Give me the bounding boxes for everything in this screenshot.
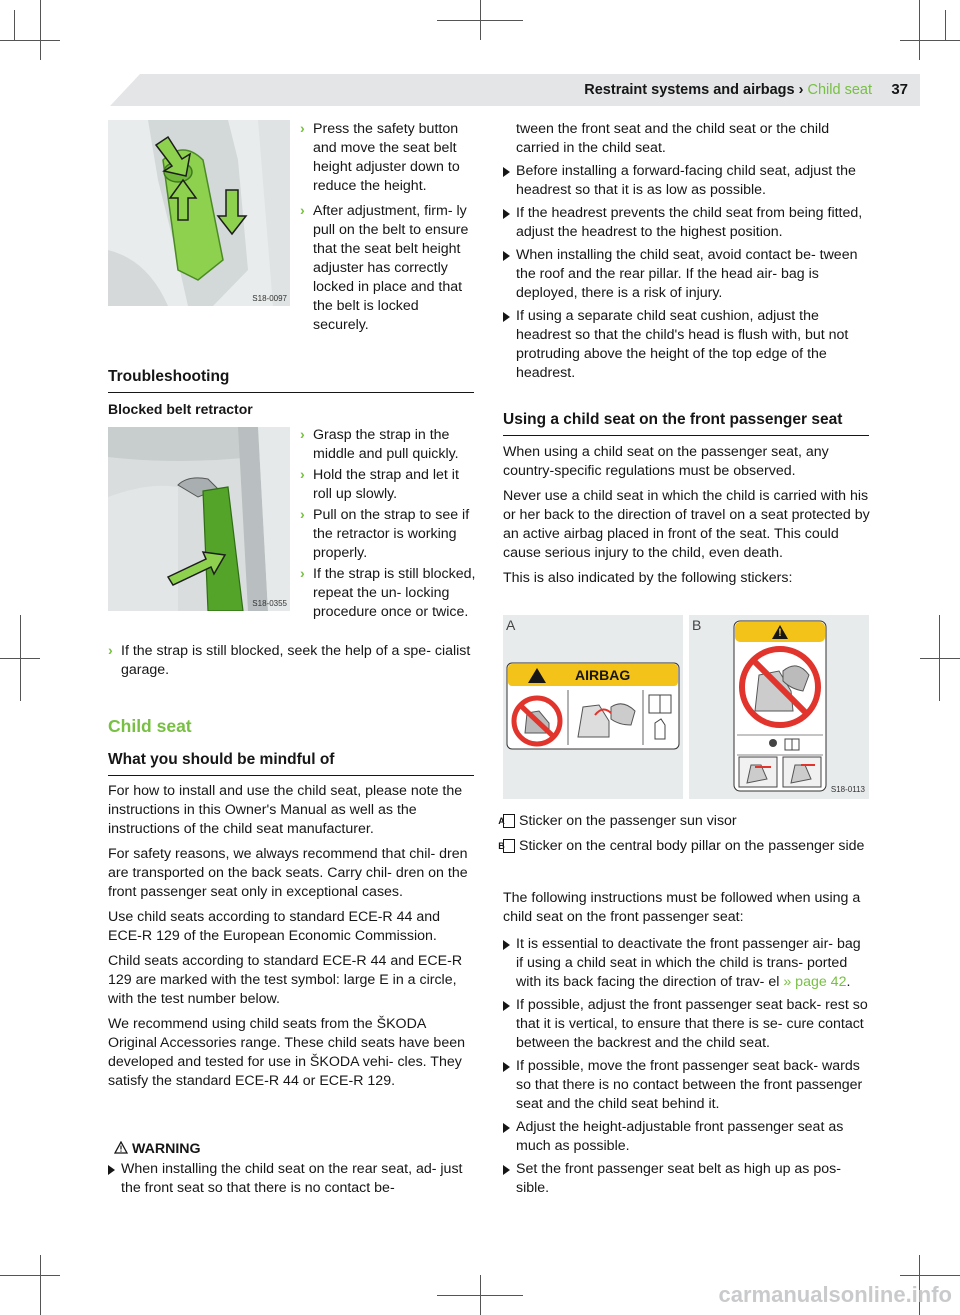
triangle-bullet-icon <box>503 1165 510 1175</box>
paragraph: Use child seats according to standard ECE-R 44 and ECE-R 129 of the European Economic Commission. <box>108 909 441 944</box>
list-item: › Press the safety button and move the seat belt height adjuster down to reduce the height. <box>300 121 460 194</box>
list-item: Adjust the height-adjustable front passenger seat as much as possible. <box>503 1118 871 1156</box>
paragraph: tween the front seat and the child seat or the child carried in the child seat. <box>516 121 830 156</box>
list-item: When installing the child seat on the rear seat, ad- just the front seat so that there is no contact be- <box>108 1160 476 1198</box>
triangle-bullet-icon <box>503 209 510 219</box>
warning-triangle-icon <box>114 1141 128 1154</box>
paragraph: Child seats according to standard ECE-R 44 and ECE-R 129 are marked with the test symbol: large E in a circle, with the test number below. <box>108 953 463 1007</box>
retractor-illustration <box>108 427 290 611</box>
list-item: If using a separate child seat cushion, adjust the headrest so that the child's head is flush with, but not protruding above the height of the top edge of the headrest. <box>503 307 871 383</box>
mindful-heading: What you should be mindful of <box>108 749 474 776</box>
paragraph: When using a child seat on the passenger seat, any country-specific regulations must be observed. <box>503 444 829 479</box>
child-seat-paragraphs <box>108 782 476 1097</box>
triangle-bullet-icon <box>503 1123 510 1133</box>
list-item: › After adjustment, firm- ly pull on the belt to ensure that the seat belt height adjuster has correctly locked in place and that the belt is locked securely. <box>300 203 469 333</box>
list-item: › Hold the strap and let it roll up slowly. <box>300 467 459 502</box>
sticker-b-illustration <box>689 615 869 799</box>
blocked-steps <box>300 426 478 624</box>
belt-retractor-figure <box>108 427 290 611</box>
list-item: › If the strap is still blocked, repeat the un- locking procedure once or twice. <box>300 566 476 620</box>
caption-a: A Sticker on the passenger sun visor <box>498 813 737 829</box>
warning-heading: WARNING <box>114 1140 201 1159</box>
sticker-b-label: B <box>692 617 702 633</box>
figure-code: S18-0097 <box>252 294 287 303</box>
chevron-icon: › <box>108 643 113 659</box>
list-item: Set the front passenger seat belt as high up as pos- sible. <box>503 1160 871 1198</box>
letter-b-badge: B <box>503 839 515 853</box>
list-item: If possible, move the front passenger seat back- wards so that there is no contact between the front passenger seat and the child seat behind it. <box>503 1057 871 1114</box>
page-link[interactable]: » page 42 <box>783 974 847 990</box>
chevron-icon: › <box>300 427 305 443</box>
blocked-final-step <box>108 642 476 686</box>
caption-b: B Sticker on the central body pillar on the passenger side <box>498 838 865 854</box>
list-item: › Pull on the strap to see if the retractor is working properly. <box>300 507 470 561</box>
list-item: Before installing a forward-facing child seat, adjust the headrest so that it is as low as possible. <box>503 162 871 200</box>
breadcrumb-current[interactable]: Child seat <box>807 82 872 98</box>
paragraph: For safety reasons, we always recommend that chil- dren are transported on the back seats. Carry chil- dren on the front passenger seat only in exceptional cases. <box>108 846 468 900</box>
adjust-steps <box>300 120 478 341</box>
following-intro: The following instructions must be followed when using a child seat on the front passenger seat: <box>503 890 861 925</box>
troubleshooting-heading: Troubleshooting <box>108 366 474 393</box>
breadcrumb <box>584 80 872 100</box>
instructions-list <box>503 935 871 1202</box>
paragraph: This is also indicated by the following stickers: <box>503 570 793 586</box>
warning-mark: ! <box>778 627 782 639</box>
blocked-retractor-heading: Blocked belt retractor <box>108 401 253 417</box>
paragraph: Never use a child seat in which the child is carried with his or her back to the direction of travel on a seat protected by an active airbag placed in front of the seat. This could cause serious injury to the child, even death. <box>503 488 870 561</box>
front-passenger-paragraphs <box>503 443 871 594</box>
airbag-sticker-text: AIRBAG <box>575 667 631 683</box>
paragraph: For how to install and use the child seat, please note the instructions in this Owner's Manual as well as the instructions of the child seat manufacturer. <box>108 783 463 837</box>
chevron-icon: › <box>300 566 305 582</box>
watermark: carmanualsonline.info <box>718 1282 952 1307</box>
breadcrumb-section[interactable]: Restraint systems and airbags <box>584 82 795 98</box>
chevron-icon: › <box>300 121 305 137</box>
chevron-icon: › <box>300 507 305 523</box>
chevron-icon: › <box>300 203 305 219</box>
figure-code: S18-0355 <box>252 599 287 608</box>
triangle-bullet-icon <box>503 251 510 261</box>
child-seat-heading: Child seat <box>108 716 192 736</box>
list-item: If the headrest prevents the child seat from being fitted, adjust the headrest to the highest position. <box>503 204 871 242</box>
figure-captions <box>498 812 871 862</box>
triangle-bullet-icon <box>503 1001 510 1011</box>
paragraph: We recommend using child seats from the ŠKODA Original Accessories range. These child seats have been developed and tested for use in ŠKODA vehi- cles. They satisfy the standard ECE-R 44 or ECE-R 129. <box>108 1016 465 1089</box>
sticker-a-label: A <box>506 617 516 633</box>
list-item: If possible, adjust the front passenger seat back- rest so that it is vertical, to ensure that there is se- cure contact between the backrest and the child seat. <box>503 996 871 1053</box>
warning-continued <box>503 120 871 387</box>
figure-code: S18-0113 <box>830 785 865 794</box>
triangle-bullet-icon <box>503 312 510 322</box>
list-item: › If the strap is still blocked, seek the help of a spe- cialist garage. <box>108 643 471 678</box>
sticker-a-panel <box>503 615 683 799</box>
list-item: › Grasp the strap in the middle and pull quickly. <box>300 427 459 462</box>
list-item: When installing the child seat, avoid contact be- tween the roof and the rear pillar. If the head air- bag is deployed, there is a risk of injury. <box>503 246 871 303</box>
sticker-b-panel <box>689 615 869 799</box>
triangle-bullet-icon <box>503 1062 510 1072</box>
belt-height-adjuster-figure <box>108 120 290 306</box>
page-number: 37 <box>891 81 908 98</box>
sticker-a-illustration <box>503 615 683 799</box>
front-passenger-heading: Using a child seat on the front passenger seat <box>503 409 869 436</box>
seat-belt-pillar-illustration <box>108 120 290 306</box>
list-item: It is essential to deactivate the front passenger air- bag if using a child seat in which the child is trans- ported with its back facing the direction of trav- el » page 42. <box>503 935 871 992</box>
warning-list <box>108 1160 476 1202</box>
triangle-bullet-icon <box>108 1165 115 1175</box>
triangle-bullet-icon <box>503 167 510 177</box>
airbag-stickers-figure <box>503 615 869 799</box>
letter-a-badge: A <box>503 814 515 828</box>
chevron-icon: › <box>300 467 305 483</box>
triangle-bullet-icon <box>503 940 510 950</box>
breadcrumb-separator: › <box>798 82 804 98</box>
